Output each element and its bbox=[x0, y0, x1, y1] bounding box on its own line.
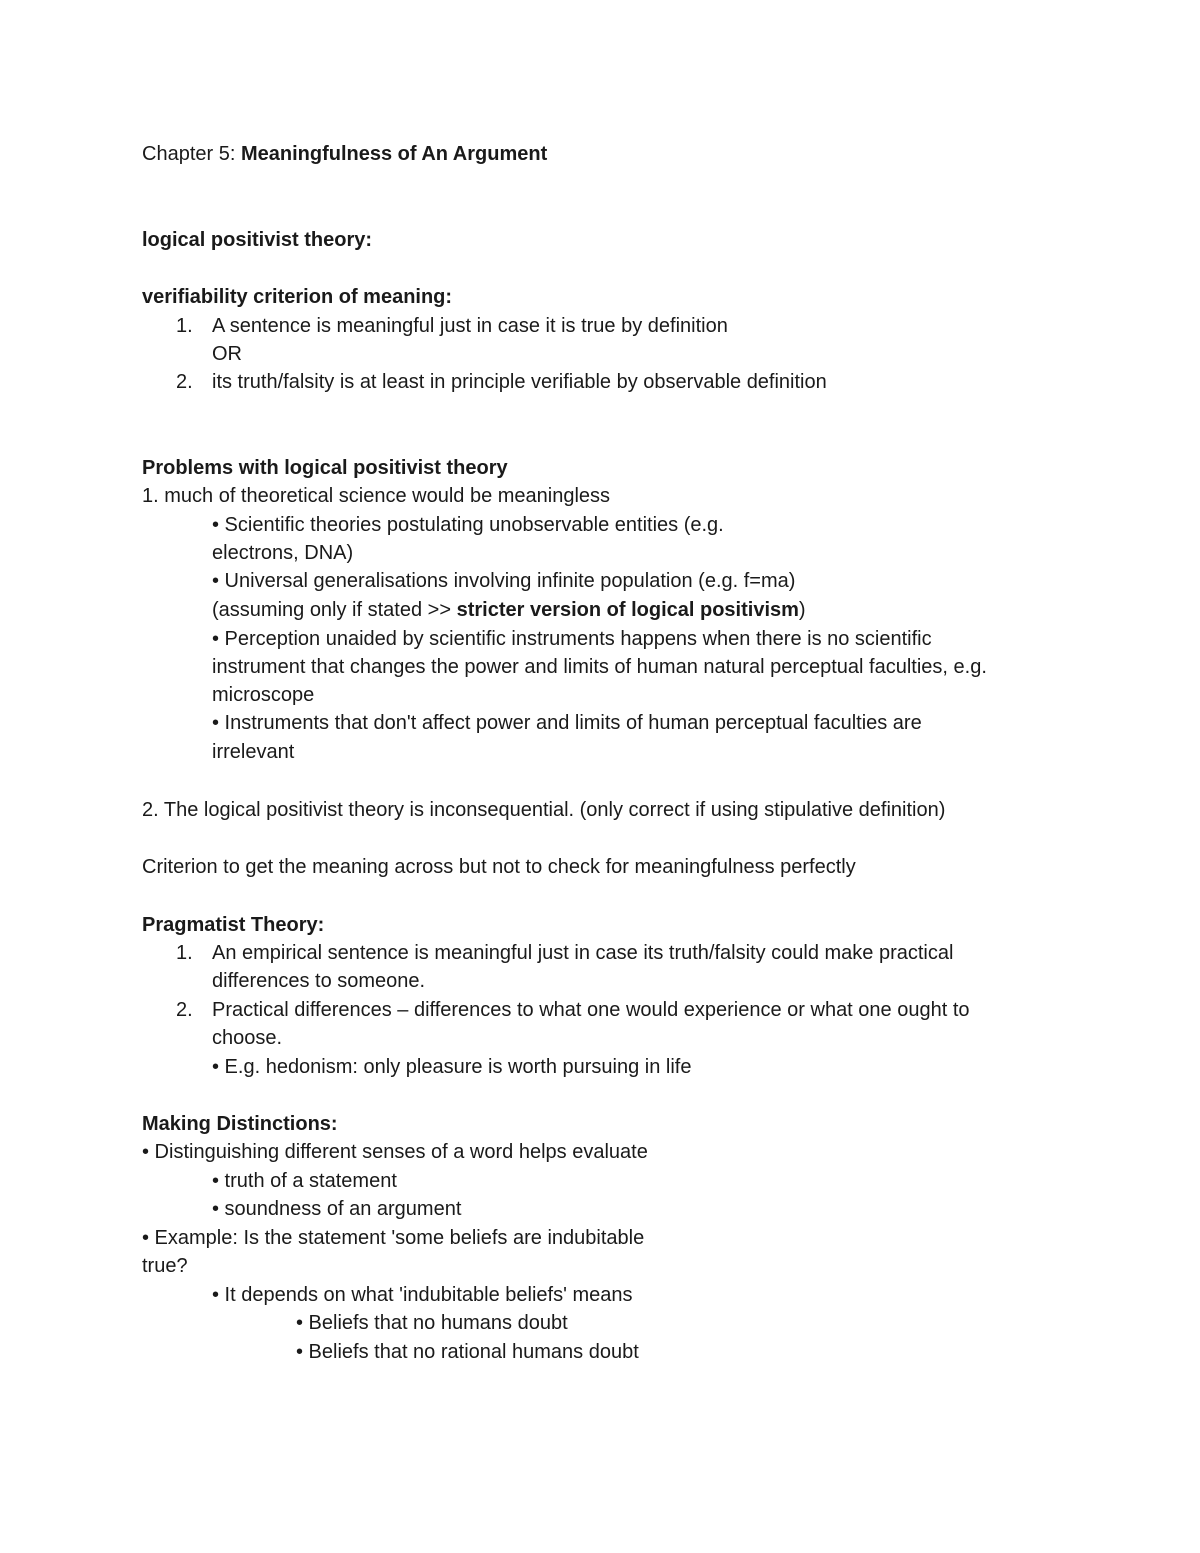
list-item: Practical differences – differences to what one would experience or what one ought to bbox=[212, 999, 970, 1021]
subheading-verifiability: verifiability criterion of meaning: bbox=[142, 286, 453, 308]
list-item: its truth/falsity is at least in principle verifiable by observable definition bbox=[212, 371, 827, 393]
bullet-continuation: electrons, DNA) bbox=[212, 542, 354, 564]
chapter-name: Meaningfulness of An Argument bbox=[240, 143, 548, 165]
stricter-version-note bbox=[212, 596, 806, 624]
bullet-continuation: irrelevant bbox=[212, 741, 295, 763]
problem-point-1: 1. much of theoretical science would be meaningless bbox=[142, 485, 611, 507]
bullet-item: • soundness of an argument bbox=[212, 1198, 462, 1220]
list-item: OR bbox=[212, 343, 242, 365]
bullet-item: • It depends on what 'indubitable beliefs' means bbox=[212, 1284, 633, 1306]
section-heading-logical-positivist: logical positivist theory: bbox=[142, 229, 373, 251]
problem-point-2: 2. The logical positivist theory is inconsequential. (only correct if using stipulative definition) bbox=[142, 799, 946, 821]
section-heading-distinctions: Making Distinctions: bbox=[142, 1113, 338, 1135]
list-item: An empirical sentence is meaningful just in case its truth/falsity could make practical bbox=[212, 942, 954, 964]
chapter-label: Chapter 5: bbox=[142, 143, 236, 165]
bullet-item: • Scientific theories postulating unobservable entities (e.g. bbox=[212, 514, 724, 536]
note-bold-text: stricter version of logical positivism bbox=[456, 599, 799, 621]
list-number: 1. bbox=[176, 315, 193, 337]
bullet-item: • Perception unaided by scientific instruments happens when there is no scientific bbox=[212, 628, 932, 650]
bullet-item: • Distinguishing different senses of a word helps evaluate bbox=[142, 1141, 648, 1163]
bullet-item: • Beliefs that no humans doubt bbox=[296, 1312, 568, 1334]
list-number: 2. bbox=[176, 999, 193, 1021]
bullet-item: • Beliefs that no rational humans doubt bbox=[296, 1341, 639, 1363]
list-continuation: choose. bbox=[212, 1027, 283, 1049]
bullet-item: • Instruments that don't affect power and limits of human perceptual faculties are bbox=[212, 712, 922, 734]
bullet-item: • truth of a statement bbox=[212, 1170, 397, 1192]
bullet-item: • Example: Is the statement 'some beliefs are indubitable bbox=[142, 1227, 645, 1249]
bullet-continuation: microscope bbox=[212, 684, 315, 706]
section-heading-problems: Problems with logical positivist theory bbox=[142, 457, 508, 479]
bullet-item: • Universal generalisations involving infinite population (e.g. f=ma) bbox=[212, 570, 796, 592]
bullet-item: • E.g. hedonism: only pleasure is worth pursuing in life bbox=[212, 1056, 692, 1078]
bullet-continuation: instrument that changes the power and limits of human natural perceptual faculties, e.g. bbox=[212, 656, 987, 678]
note-text: (assuming only if stated >> bbox=[212, 599, 457, 621]
criterion-note: Criterion to get the meaning across but not to check for meaningfulness perfectly bbox=[142, 856, 856, 878]
bullet-continuation: true? bbox=[142, 1255, 188, 1277]
list-item: A sentence is meaningful just in case it is true by definition bbox=[212, 315, 728, 337]
chapter-title bbox=[142, 140, 547, 168]
list-number: 1. bbox=[176, 942, 193, 964]
list-number: 2. bbox=[176, 371, 193, 393]
note-close: ) bbox=[798, 599, 806, 621]
list-continuation: differences to someone. bbox=[212, 970, 426, 992]
section-heading-pragmatist: Pragmatist Theory: bbox=[142, 914, 325, 936]
